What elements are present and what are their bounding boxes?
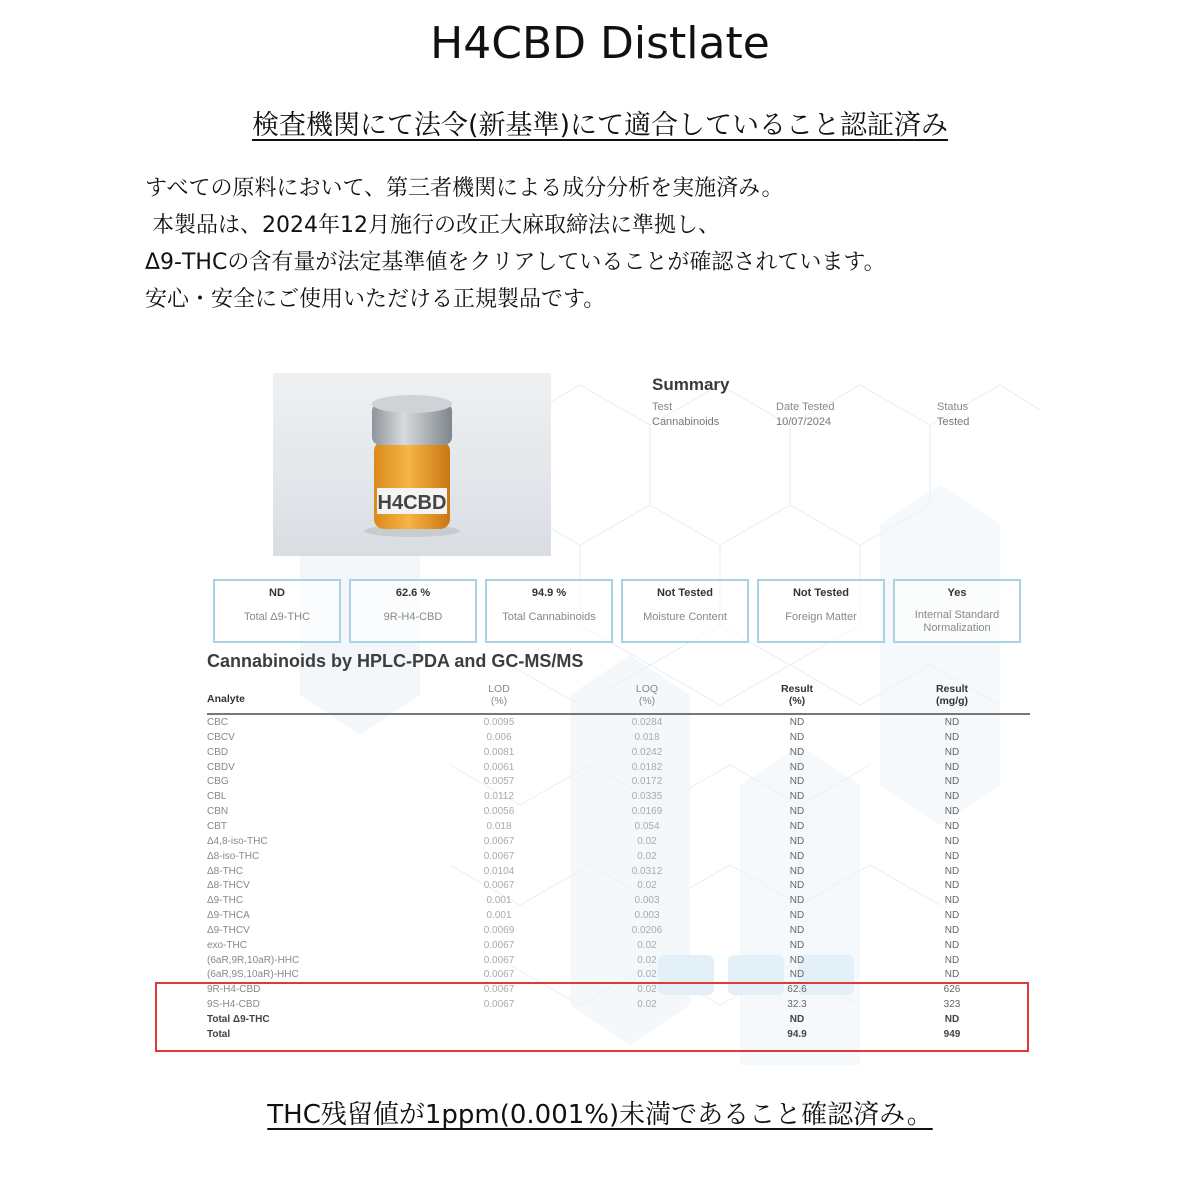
result-percent-cell: ND xyxy=(789,954,805,966)
loq-cell: 0.02 xyxy=(637,880,657,892)
result-percent-cell: ND xyxy=(789,731,805,743)
result-percent-cell: ND xyxy=(789,924,805,936)
lod-cell: 0.0067 xyxy=(483,969,515,981)
analyte-cell: CBDV xyxy=(207,761,235,773)
lod-cell: 0.0061 xyxy=(483,761,515,773)
lod-cell: 0.0067 xyxy=(483,954,515,966)
table-row xyxy=(207,715,1030,730)
lod-cell: 0.0067 xyxy=(483,939,515,951)
result-mg-cell: ND xyxy=(944,954,960,966)
product-label-text: H4CBD xyxy=(377,492,447,514)
analyte-cell: Δ9-THCA xyxy=(207,910,250,922)
result-mg-cell: 323 xyxy=(943,999,961,1011)
table-row xyxy=(207,804,1030,819)
result-percent-cell: 62.6 xyxy=(787,984,807,996)
summary-status-label: Status xyxy=(937,401,969,413)
loq-cell: 0.0172 xyxy=(631,776,663,788)
lod-cell: 0.0067 xyxy=(483,999,515,1011)
column-result-percent-label: Result xyxy=(780,683,814,695)
lod-cell: 0.0067 xyxy=(483,835,515,847)
lod-cell: 0.001 xyxy=(486,910,512,922)
result-percent-cell: ND xyxy=(789,1014,805,1025)
result-mg-cell: ND xyxy=(944,850,960,862)
result-mg-cell: ND xyxy=(944,761,960,773)
result-box xyxy=(893,579,1021,643)
analyte-cell: CBL xyxy=(207,791,227,803)
result-box-value: 62.6 % xyxy=(395,587,431,599)
result-percent-cell: 32.3 xyxy=(787,999,807,1011)
loq-cell: 0.054 xyxy=(634,820,660,832)
result-box-label: Foreign Matter xyxy=(785,611,857,623)
result-box-value: ND xyxy=(269,587,285,599)
analyte-cell: Total xyxy=(207,1028,231,1040)
loq-cell: 0.0312 xyxy=(631,865,663,877)
analyte-cell: exo-THC xyxy=(207,939,248,951)
result-box-label: 9R-H4-CBD xyxy=(383,611,443,623)
result-box-value: 94.9 % xyxy=(531,587,567,599)
product-photo xyxy=(273,373,551,556)
result-mg-cell: ND xyxy=(944,924,960,936)
certification-heading xyxy=(0,103,1200,142)
lod-cell: 0.0069 xyxy=(483,924,515,936)
result-mg-cell: ND xyxy=(944,806,960,818)
table-title: Cannabinoids by HPLC-PDA and GC-MS/MS xyxy=(207,651,584,671)
result-box xyxy=(349,579,477,643)
loq-cell: 0.02 xyxy=(637,835,657,847)
loq-cell: 0.003 xyxy=(634,910,660,922)
column-result-mg-unit: (mg/g) xyxy=(935,695,969,707)
result-percent-cell: ND xyxy=(789,776,805,788)
summary-date-label: Date Tested xyxy=(776,401,835,413)
result-summary-boxes xyxy=(213,579,1023,647)
table-row xyxy=(207,774,1030,789)
result-box xyxy=(757,579,885,643)
analyte-cell: Δ8-THC xyxy=(207,865,244,877)
lab-report-image xyxy=(150,365,1040,1065)
lod-cell: 0.006 xyxy=(486,731,512,743)
summary-status xyxy=(937,400,969,430)
column-lod-label: LOD xyxy=(488,683,510,695)
lod-cell: 0.0056 xyxy=(483,806,515,818)
analyte-cell: CBD xyxy=(207,746,229,758)
table-row xyxy=(207,908,1030,923)
table-row xyxy=(207,938,1030,953)
product-jar-icon xyxy=(273,373,551,556)
table-row xyxy=(207,864,1030,879)
loq-cell: 0.0206 xyxy=(631,924,663,936)
column-lod-unit: (%) xyxy=(490,695,508,707)
result-percent-cell: ND xyxy=(789,717,805,728)
result-box-label: Total Cannabinoids xyxy=(502,611,596,623)
column-loq-label: LOQ xyxy=(635,683,659,695)
loq-cell: 0.02 xyxy=(637,999,657,1011)
certification-heading-text: 検査機関にて法令(新基準)にて適合していること認証済み xyxy=(251,110,949,141)
analyte-cell: Δ8-iso-THC xyxy=(207,850,260,862)
lod-cell: 0.001 xyxy=(486,895,512,907)
loq-cell: 0.02 xyxy=(637,954,657,966)
table-row xyxy=(207,760,1030,775)
lod-cell: 0.0112 xyxy=(484,791,514,803)
column-result-percent xyxy=(767,683,827,707)
analyte-cell: CBCV xyxy=(207,731,235,743)
intro-line: 安心・安全にご使用いただける正規製品です。 xyxy=(145,287,606,312)
intro-paragraph xyxy=(145,170,1105,318)
intro-line: 本製品は、2024年12月施行の改正大麻取締法に準拠し、 xyxy=(145,213,720,238)
loq-cell: 0.02 xyxy=(637,939,657,951)
result-mg-cell: ND xyxy=(944,835,960,847)
result-box-label: Moisture Content xyxy=(643,611,727,623)
summary-date-value: 10/07/2024 xyxy=(776,416,832,428)
result-mg-cell: ND xyxy=(944,895,960,907)
result-mg-cell: ND xyxy=(944,910,960,922)
result-mg-cell: 626 xyxy=(943,984,961,996)
result-percent-cell: ND xyxy=(789,969,805,981)
result-mg-cell: ND xyxy=(944,969,960,981)
intro-line: Δ9-THCの含有量が法定基準値をクリアしていることが確認されています。 xyxy=(145,250,886,275)
table-row xyxy=(207,819,1030,834)
lod-cell: 0.0067 xyxy=(483,984,515,996)
result-percent-cell: ND xyxy=(789,865,805,877)
analyte-cell: CBC xyxy=(207,717,229,728)
result-mg-cell: ND xyxy=(944,791,960,803)
result-percent-cell: 94.9 xyxy=(787,1028,807,1040)
report-summary xyxy=(652,375,1012,428)
result-mg-cell: ND xyxy=(944,776,960,788)
result-mg-cell: ND xyxy=(944,1014,960,1025)
result-mg-cell: ND xyxy=(944,717,960,728)
result-mg-cell: ND xyxy=(944,880,960,892)
table-row xyxy=(207,953,1030,968)
analyte-cell: Δ9-THC xyxy=(207,895,244,907)
table-row xyxy=(207,893,1030,908)
lod-cell: 0.0067 xyxy=(483,880,515,892)
summary-status-value: Tested xyxy=(937,416,970,428)
result-mg-cell: ND xyxy=(944,820,960,832)
loq-cell: 0.0169 xyxy=(631,806,663,818)
result-box xyxy=(621,579,749,643)
result-percent-cell: ND xyxy=(789,939,805,951)
table-row xyxy=(207,834,1030,849)
loq-cell: 0.0335 xyxy=(631,791,663,803)
column-result-mg xyxy=(922,683,982,707)
lod-cell: 0.0067 xyxy=(483,850,515,862)
result-box-label: Total Δ9-THC xyxy=(243,611,311,623)
lod-cell: 0.0081 xyxy=(483,746,515,758)
loq-cell: 0.02 xyxy=(637,984,657,996)
analyte-cell: Total Δ9-THC xyxy=(207,1014,270,1025)
loq-cell: 0.02 xyxy=(637,969,657,981)
column-loq xyxy=(617,683,677,707)
thc-confirmation-note xyxy=(0,1094,1200,1131)
column-loq-unit: (%) xyxy=(638,695,656,707)
result-mg-cell: 949 xyxy=(943,1028,961,1040)
table-row xyxy=(207,745,1030,760)
result-box-value: Yes xyxy=(947,587,967,599)
column-result-mg-label: Result xyxy=(935,683,969,695)
result-percent-cell: ND xyxy=(789,880,805,892)
column-lod xyxy=(469,683,529,707)
analyte-cell: 9S-H4-CBD xyxy=(207,999,260,1011)
result-mg-cell: ND xyxy=(944,939,960,951)
loq-cell: 0.018 xyxy=(634,731,660,743)
thc-confirmation-text: THC残留値が1ppm(0.001%)未満であること確認済み。 xyxy=(267,1100,933,1130)
result-percent-cell: ND xyxy=(789,835,805,847)
analyte-cell: CBT xyxy=(207,820,227,832)
lod-cell: 0.0095 xyxy=(483,717,515,728)
intro-line: すべての原料において、第三者機関による成分分析を実施済み。 xyxy=(145,176,784,201)
table-row xyxy=(207,878,1030,893)
result-box-value: Not Tested xyxy=(792,587,850,599)
analyte-cell: (6aR,9R,10aR)-HHC xyxy=(207,954,300,966)
analyte-cell: 9R-H4-CBD xyxy=(207,984,261,996)
table-row xyxy=(207,730,1030,745)
lod-cell: 0.0057 xyxy=(483,776,515,788)
result-box-label: Internal Standard Normalization xyxy=(914,609,1000,634)
result-percent-cell: ND xyxy=(789,746,805,758)
result-box xyxy=(213,579,341,643)
table-row xyxy=(207,967,1030,982)
result-box-value: Not Tested xyxy=(656,587,714,599)
result-box xyxy=(485,579,613,643)
result-percent-cell: ND xyxy=(789,806,805,818)
loq-cell: 0.0242 xyxy=(631,746,663,758)
summary-test-label: Test xyxy=(652,401,673,413)
result-mg-cell: ND xyxy=(944,731,960,743)
result-percent-cell: ND xyxy=(789,820,805,832)
summary-date xyxy=(776,400,835,430)
analyte-cell: Δ8-THCV xyxy=(207,880,250,892)
loq-cell: 0.02 xyxy=(637,850,657,862)
column-analyte: Analyte xyxy=(207,693,245,705)
table-row xyxy=(207,789,1030,804)
table-row xyxy=(207,849,1030,864)
analyte-cell: CBN xyxy=(207,806,229,818)
summary-title: Summary xyxy=(652,375,730,394)
highlight-box xyxy=(155,982,1029,1052)
result-mg-cell: ND xyxy=(944,746,960,758)
loq-cell: 0.0182 xyxy=(631,761,663,773)
column-result-percent-unit: (%) xyxy=(788,695,806,707)
result-percent-cell: ND xyxy=(789,791,805,803)
loq-cell: 0.003 xyxy=(634,895,660,907)
result-percent-cell: ND xyxy=(789,895,805,907)
analyte-cell: (6aR,9S,10aR)-HHC xyxy=(207,969,299,981)
result-mg-cell: ND xyxy=(944,865,960,877)
analyte-cell: Δ9-THCV xyxy=(207,924,250,936)
analyte-cell: Δ4,8-iso-THC xyxy=(207,835,268,847)
result-percent-cell: ND xyxy=(789,850,805,862)
lod-cell: 0.018 xyxy=(486,820,512,832)
summary-test-value: Cannabinoids xyxy=(652,416,720,428)
table-row xyxy=(207,923,1030,938)
summary-test xyxy=(652,400,719,430)
table-header xyxy=(207,683,1030,715)
lod-cell: 0.0104 xyxy=(483,865,515,877)
result-percent-cell: ND xyxy=(789,910,805,922)
loq-cell: 0.0284 xyxy=(631,717,663,728)
analyte-cell: CBG xyxy=(207,776,229,788)
result-percent-cell: ND xyxy=(789,761,805,773)
page-title: H4CBD Distlate xyxy=(430,18,770,69)
